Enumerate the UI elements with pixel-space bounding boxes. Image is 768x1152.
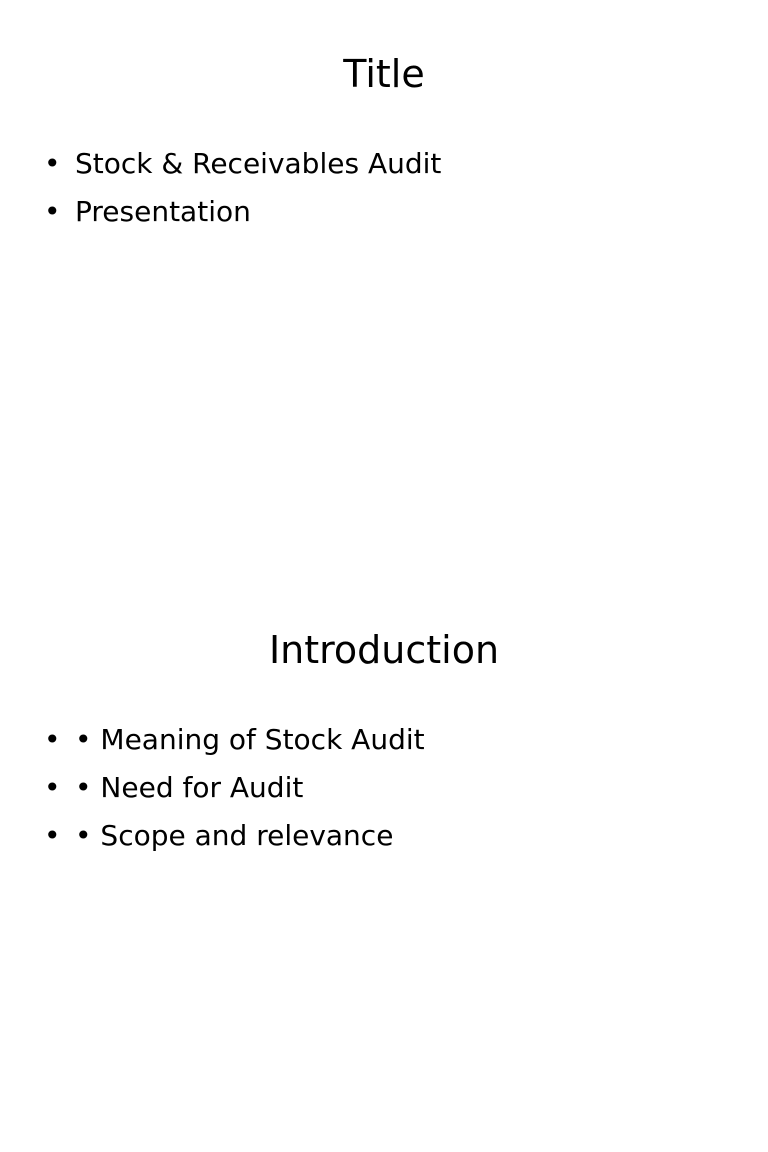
bullet-text: Stock & Receivables Audit (75, 147, 442, 180)
bullet-list (44, 716, 425, 860)
slide-introduction (0, 576, 768, 1152)
bullet-list (44, 140, 441, 236)
bullet-marker: • (44, 723, 61, 756)
slide-heading: Title (343, 52, 425, 96)
bullet-text: • Scope and relevance (75, 819, 394, 852)
bullet-marker: • (44, 819, 61, 852)
bullet-text: • Meaning of Stock Audit (75, 723, 425, 756)
bullet-text: • Need for Audit (75, 771, 304, 804)
bullet-marker: • (44, 147, 61, 180)
bullet-marker: • (44, 195, 61, 228)
bullet-text: Presentation (75, 195, 251, 228)
bullet-item (44, 188, 441, 236)
slide-heading: Introduction (268, 628, 500, 672)
bullet-item (44, 764, 425, 812)
bullet-item (44, 140, 441, 188)
bullet-marker: • (44, 771, 61, 804)
bullet-item (44, 812, 425, 860)
bullet-item (44, 716, 425, 764)
